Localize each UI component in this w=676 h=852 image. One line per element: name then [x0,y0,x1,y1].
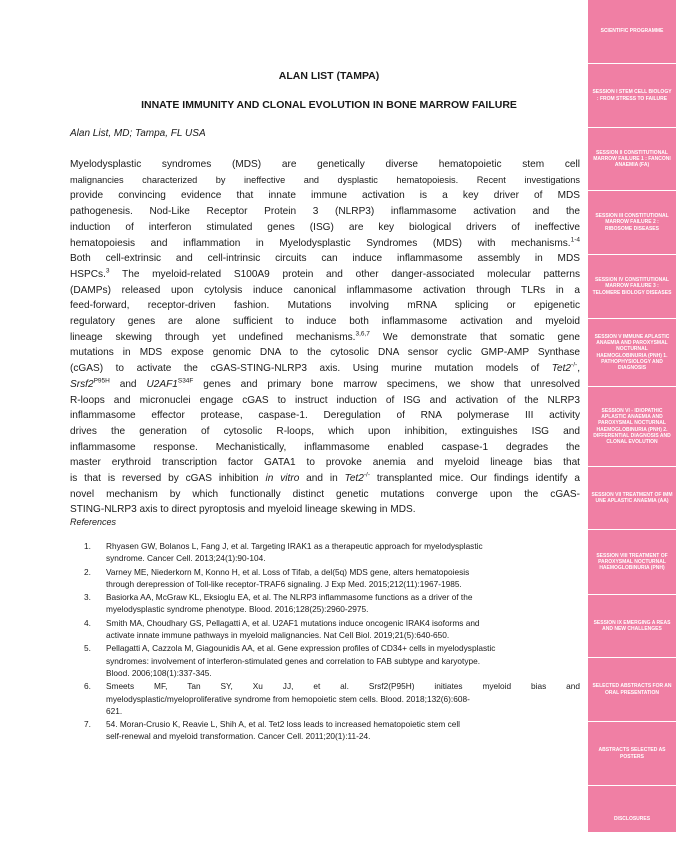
abstract-body [70,157,580,518]
sidebar-item[interactable]: SESSION VI - IDIOPATHIC APLASTIC ANAEMIA AND PAROXYSMAL NOCTURNAL HAEMOGLOBINURIA (PNH) 2. DIFFERENTIAL DIAGNOSIS AND CLONAL EVOLUTION [588,387,676,467]
reference-line: syndromes: involvement of interferon-stimulated genes and correlation to FAB subtype and karyotype. [106,655,481,666]
reference-number: 5. [84,643,91,654]
affiliation: Alan List, MD; Tampa, FL USA [70,128,206,139]
reference-number: 3. [84,592,91,603]
sidebar-item[interactable]: SESSION IV CONSTITUTIONAL MARROW FAILURE 3 : TELOMERE BIOLOGY DISEASES [588,255,676,319]
reference-item [70,680,580,717]
abstract-line [70,236,580,252]
citation-sup: 3,6,7 [355,330,370,338]
abstract-line [70,471,580,487]
reference-line: myelodysplastic syndrome phenotype. Blood. 2016;128(25):2960-2975. [106,604,369,615]
reference-item [70,718,580,743]
abstract-text: and in [299,473,345,485]
abstract-line: STING-NLRP3 axis to direct pyroptosis and myeloid lineage skewing in MDS. [70,504,416,516]
sidebar-item[interactable]: SESSION I STEM CELL BIOLOGY : FROM STRESS TO FAILURE [588,64,676,128]
reference-number: 6. [84,681,91,692]
abstract-line [70,330,580,346]
reference-text [106,680,580,717]
reference-number: 2. [84,566,91,577]
abstract-line [70,377,580,393]
references-list [70,540,580,744]
reference-line: Blood. 2006;108(1):337-345. [106,667,212,678]
citation-sup: 3 [105,267,110,275]
reference-text [106,617,580,642]
references-heading: References [70,517,117,527]
reference-text [106,566,580,591]
sidebar-item[interactable]: SESSION II CONSTITUTIONAL MARROW FAILURE 1 : FANCONI ANAEMIA (FA) [588,128,676,191]
reference-line: 54. Moran-Crusio K, Reavie L, Shih A, et al. Tet2 loss leads to increased hematopoietic stem cell [106,719,461,730]
abstract-text: , [577,363,580,375]
abstract-text: HSPCs. [70,268,106,280]
reference-line: Smith MA, Choudhary GS, Pellagatti A, et al. U2AF1 mutations induce oncogenic IRAK4 isoforms and [106,617,480,628]
abstract-text: transplanted mice. Our findings identify a [370,473,580,485]
sidebar-item[interactable]: SESSION VII TREATMENT OF IMM UNE APLASTIC ANAEMIA (AA) [588,467,676,530]
genotype-sup: S34F [177,377,194,385]
gene-name: Srsf2 [70,378,94,390]
abstract-line: regulatory genes are alone sufficient to induce both inflammasome activation and myeloid [70,316,580,328]
sidebar-item[interactable]: SESSION III CONSTITUTIONAL MARROW FAILURE 2 : RIBOSOME DISEASES [588,191,676,255]
abstract-line: (DAMPs) released upon cytolysis induce canonical inflammasome activation through TLRs in a [70,284,580,296]
abstract-line: inflammasome response. Mechanistically, inflammasome enabled caspase-1 degrades the [70,441,580,453]
reference-item [70,591,580,616]
genotype-sup: -/- [571,361,578,369]
reference-number: 1. [84,541,91,551]
genotype-sup: P95H [93,377,110,385]
reference-line: myelodysplastic/myeloproliferative syndrome from hemopoietic stem cells. Blood. 2018;132(6):608- [106,693,470,704]
reference-text [106,718,580,743]
sidebar-item[interactable]: SCIENTIFIC PROGRAMME [588,0,676,64]
reference-text [106,540,580,565]
abstract-text: is that is reversed by cGAS inhibition [70,473,259,485]
abstract-line: feed-forward, receptor-driven fashion. Mutations involving mRNA splicing or epigenetic [70,300,580,312]
gene-name: U2AF1 [146,378,178,390]
sidebar-item[interactable]: SESSION IX EMERGING A REAS AND NEW CHALLENGES [588,595,676,658]
abstract-text: hematopoiesis and inflammation in Myelodysplastic Syndromes (MDS) with mechanisms. [70,237,571,249]
reference-line: Basiorka AA, McGraw KL, Eksioglu EA, et al. The NLRP3 inflammasome functions as a driver of the [106,592,473,603]
reference-line: Pellagatti A, Cazzola M, Giagounidis AA, et al. Gene expression profiles of CD34+ cells in myelodysplastic [106,643,496,654]
abstract-line: mutations in MDS expose genomic DNA to the cytosolic DNA sensor cyclic GMP-AMP Synthase [70,347,580,359]
reference-item [70,642,580,679]
reference-line: Rhyasen GW, Bolanos L, Fang J, et al. Targeting IRAK1 as a therapeutic approach for myelodysplastic [106,541,483,551]
reference-number: 4. [84,617,91,628]
author-heading: ALAN LIST (TAMPA) [278,70,380,82]
reference-text [106,591,580,616]
reference-line: Varney ME, Niederkorn M, Konno H, et al. Loss of Tifab, a del(5q) MDS gene, alters hematopoiesis [106,566,470,577]
abstract-text: genes and primary bone marrow specimens, we show that unresolved [193,378,581,390]
abstract-line: pathogenesis. Nod-Like Receptor Protein 3 (NLRP3) inflammasome activation and the [70,206,580,218]
reference-item [70,617,580,642]
abstract-line: inflammasome effector protease, caspase-1. Deregulation of RNA polymerase III activity [70,410,580,422]
reference-number: 7. [84,719,91,730]
abstract-line: malignancies characterized by ineffective and dysplastic hematopoiesis. Recent investigations [70,174,580,185]
abstract-text: and [109,378,147,390]
reference-item [70,540,580,565]
abstract-line [70,267,580,283]
reference-line: self-renewal and myeloid transformation. Cancer Cell. 2011;20(1):11-24. [106,731,371,742]
sidebar-item[interactable]: DISCLOSURES [613,815,651,822]
gene-name: Tet2 [344,473,364,485]
abstract-title: INNATE IMMUNITY AND CLONAL EVOLUTION IN BONE MARROW FAILURE [141,99,517,111]
reference-item [70,566,580,591]
abstract-line [70,361,580,377]
sidebar-item[interactable]: ABSTRACTS SELECTED AS POSTERS [588,722,676,786]
abstract-line: Both cell-extrinsic and cell-intrinsic circuits can induce inflammasome assembly in MDS [70,253,580,265]
italic-term: in vitro [265,473,300,485]
abstract-text: (cGAS) to activate the cGAS-STING-NLRP3 axis. Using murine mutation models of [70,363,540,375]
reference-line: syndrome. Cancer Cell. 2013;24(1):90-104. [106,553,266,564]
abstract-line: novel mechanism by which functionally distinct genetic mutations converge upon the cGAS- [70,488,580,500]
abstract-text: We demonstrate that somatic gene [369,331,581,343]
genotype-sup: -/- [363,471,370,479]
sidebar-item[interactable]: SESSION V IMMUNE APLASTIC ANAEMIA AND PAROXYSMAL NOCTURNAL HAEMOGLOBINURIA (PNH) 1. PATHOPHYSIOLOGY AND DIAGNOSIS [588,319,676,387]
abstract-line: master erythroid transcription factor GATA1 to provoke anemia and myeloid lineage bias that [70,457,580,469]
sidebar-item[interactable]: SELECTED ABSTRACTS FOR AN ORAL PRESENTATION [588,658,676,722]
reference-line: 621. [106,705,123,716]
reference-line: activate innate immune pathways in myeloid malignancies. Nat Cell Biol. 2019;21(5):640-650. [106,630,450,641]
abstract-line: Myelodysplastic syndromes (MDS) are genetically diverse hematopoietic stem cell [70,159,580,170]
reference-line: through derepression of Toll-like receptor-TRAF6 signaling. J Exp Med. 2015;212(11):1967-1985. [106,578,462,589]
citation-sup: 1-4 [570,236,580,244]
abstract-line: provide convincing evidence that innate immune activation is a key driver of MDS [70,190,580,202]
reference-line: Smeets MF, Tan SY, Xu JJ, et al. Srsf2(P95H) initiates myeloid bias and [106,681,580,692]
abstract-text: The myeloid-related S100A9 protein and other danger-associated molecular patterns [109,268,580,280]
reference-text [106,642,580,679]
gene-name: Tet2 [551,363,572,375]
abstract-line: drives the generation of cytosolic R-loops, which upon inhibition, extinguishes ISG and [70,425,580,437]
session-sidebar [588,0,676,832]
abstract-line: R-loops and micronuclei engage cGAS to instruct induction of ISG and activation of the NLRP3 [70,394,580,406]
sidebar-item[interactable]: SESSION VIII TREATMENT OF PAROXYSMAL NOCTURNAL HAEMOGLOBINURIA (PNH) [588,530,676,595]
abstract-text: lineage skewing through yet undefined mechanisms. [70,331,356,343]
abstract-line: induction of interferon stimulated genes (ISG) are key biological drivers of ineffective [70,221,580,233]
